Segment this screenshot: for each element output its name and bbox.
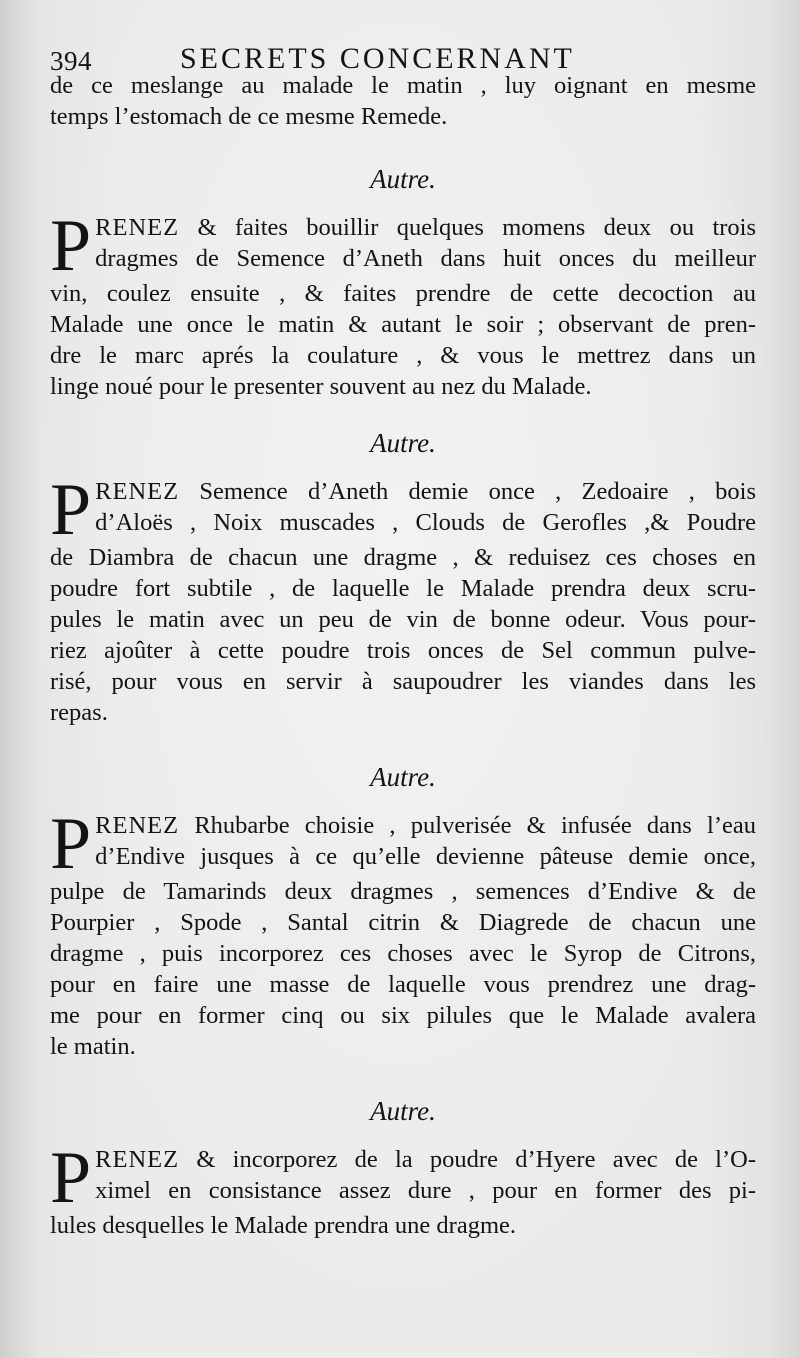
text-line: temps l’estomach de ce mesme Remede. xyxy=(50,103,448,130)
recipe-paragraph xyxy=(50,469,756,728)
recipe-paragraph xyxy=(50,1137,756,1241)
page-number: 394 xyxy=(50,46,92,76)
recipe-paragraph xyxy=(50,803,756,1062)
text-line: le matin. xyxy=(50,1033,136,1060)
drop-cap: P xyxy=(50,205,92,287)
text-line: riez ajoûter à cette poudre trois onces de Sel commun pulve- xyxy=(50,637,756,664)
text-line: pour en faire une masse de laquelle vous prendrez une drag- xyxy=(50,971,756,998)
text-line: Malade une once le matin & autant le soir ; observant de pren- xyxy=(50,311,756,338)
drop-cap: P xyxy=(50,803,92,885)
running-title: SECRETS CONCERNANT xyxy=(180,42,575,75)
drop-cap: P xyxy=(50,1137,92,1219)
text-line: RENEZ Rhubarbe choisie , pulverisée & infusée dans l’eau xyxy=(95,812,756,839)
section-heading: Autre. xyxy=(370,428,436,458)
text-line: d’Aloës , Noix muscades , Clouds de Gerofles ,& Poudre xyxy=(95,509,756,536)
first-word: RENEZ xyxy=(95,478,180,505)
text-line: repas. xyxy=(50,699,108,726)
first-word: RENEZ xyxy=(95,812,180,839)
text-line: pulpe de Tamarinds deux dragmes , semences d’Endive & de xyxy=(50,878,756,905)
text-line: d’Endive jusques à ce qu’elle devienne pâteuse demie once, xyxy=(95,843,756,870)
first-word: RENEZ xyxy=(95,1146,180,1173)
text-line: pules le matin avec un peu de vin de bonne odeur. Vous pour- xyxy=(50,606,756,633)
text-line: dragme , puis incorporez ces choses avec le Syrop de Citrons, xyxy=(50,940,756,967)
text-line: lules desquelles le Malade prendra une dragme. xyxy=(50,1212,517,1239)
section-heading: Autre. xyxy=(370,762,436,792)
text-line: RENEZ & faites bouillir quelques momens deux ou trois xyxy=(95,214,756,241)
text-line: de ce meslange au malade le matin , luy oignant en mesme xyxy=(50,72,756,99)
page-text xyxy=(50,70,756,1241)
text-line: risé, pour vous en servir à saupoudrer les viandes dans les xyxy=(50,668,756,695)
text-line: Pourpier , Spode , Santal citrin & Diagrede de chacun une xyxy=(50,909,756,936)
drop-cap: P xyxy=(50,469,92,551)
text-line: RENEZ & incorporez de la poudre d’Hyere avec de l’O- xyxy=(95,1146,756,1173)
text-line: me pour en former cinq ou six pilules que le Malade avalera xyxy=(50,1002,756,1029)
first-word: RENEZ xyxy=(95,214,180,241)
intro-paragraph xyxy=(50,70,756,132)
text-line: poudre fort subtile , de laquelle le Malade prendra deux scru- xyxy=(50,575,756,602)
text-line: RENEZ Semence d’Aneth demie once , Zedoaire , bois xyxy=(95,478,756,505)
text-line: dre le marc aprés la coulature , & vous le mettrez dans un xyxy=(50,342,756,369)
text-line: dragmes de Semence d’Aneth dans huit onces du meilleur xyxy=(95,245,756,272)
text-line: linge noué pour le presenter souvent au nez du Malade. xyxy=(50,373,592,400)
section-heading: Autre. xyxy=(370,1096,436,1126)
recipe-paragraph xyxy=(50,205,756,402)
text-line: de Diambra de chacun une dragme , & reduisez ces choses en xyxy=(50,544,756,571)
text-line: vin, coulez ensuite , & faites prendre de cette decoction au xyxy=(50,280,756,307)
text-line: ximel en consistance assez dure , pour en former des pi- xyxy=(95,1177,756,1204)
section-heading: Autre. xyxy=(370,164,436,194)
